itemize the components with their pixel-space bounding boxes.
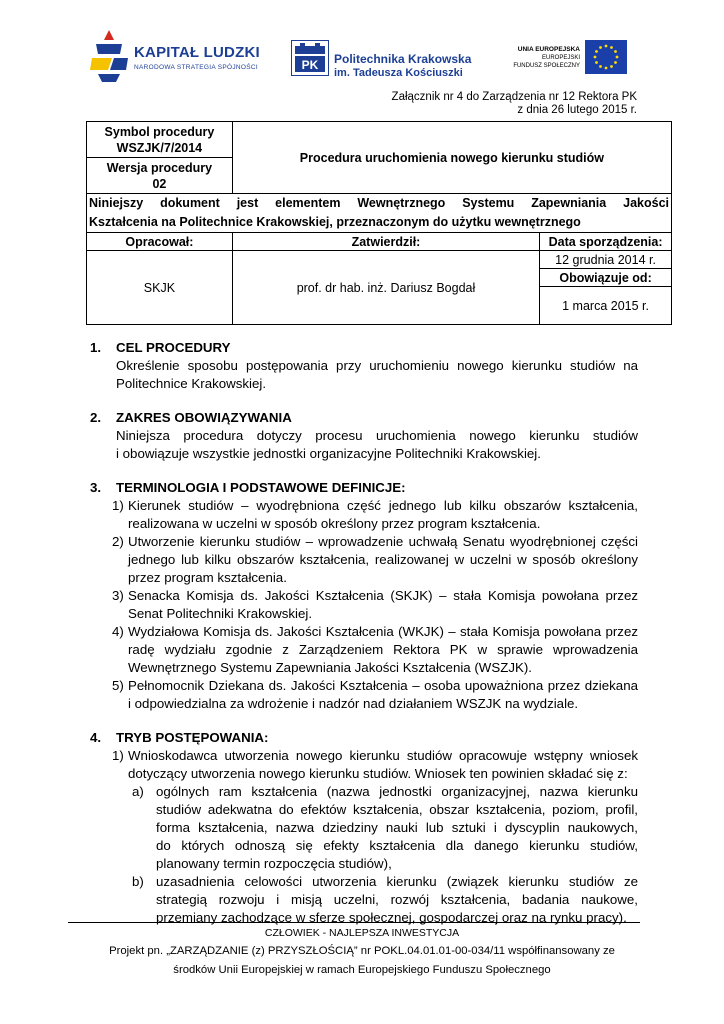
procedure-subitem-line: forma kształcenia, nazwa dziedziny nauki lub sztuki i dyscyplin naukowych,: [156, 820, 638, 835]
document-body: [90, 339, 638, 927]
symbol-cell: [87, 122, 233, 158]
header-approved: Zatwierdził:: [232, 233, 539, 251]
section-3-number: 3.: [90, 480, 102, 495]
section-4-heading: [90, 729, 638, 747]
header-date: Data sporządzenia:: [540, 233, 672, 251]
procedure-step-number: 1): [112, 748, 124, 763]
procedure-subitem-line: planowany termin rozpoczęcia studiów),: [156, 856, 392, 871]
symbol-value: WSZJK/7/2014: [116, 140, 203, 155]
procedure-title: Procedura uruchomienia nowego kierunku studiów: [232, 122, 671, 194]
eu-label-line3: FUNDUSZ SPOŁECZNY: [513, 63, 580, 69]
procedure-subitem-line: do których odnoszą się efekty kształcenia dla danego kierunku studiów,: [156, 838, 638, 853]
section-2-number: 2.: [90, 410, 102, 425]
procedure-subitem-line: ogólnych ram kształcenia (nazwa jednostki organizacyjnej, nazwa kierunku: [156, 784, 638, 799]
annex-line1: Załącznik nr 4 do Zarządzenia nr 12 Rektora PK: [391, 91, 637, 103]
section-2-heading: [90, 409, 638, 427]
symbol-label: Symbol procedury: [104, 124, 215, 139]
section-1-number: 1.: [90, 340, 102, 355]
definition-item: [90, 677, 638, 713]
procedure-subitem-line: studiów adekwatna do efektów kształcenia, obszar kształcenia, poziom, profil,: [156, 802, 638, 817]
pk-name-line2: im. Tadeusza Kościuszki: [334, 67, 463, 79]
effective-label: Obowiązuje od:: [540, 269, 672, 287]
kapital-ludzki-logo-icon: [90, 30, 128, 82]
procedure-step-line: Wnioskodawca utworzenia nowego kierunku studiów opracowuje wstępny wniosek: [128, 748, 638, 763]
version-cell: [87, 158, 233, 194]
definition-number: 3): [112, 588, 124, 603]
footer-project-line2: środków Unii Europejskiej w ramach Europejskiego Funduszu Społecznego: [173, 964, 551, 976]
section-1: [90, 339, 638, 393]
date-value: 12 grudnia 2014 r.: [540, 251, 672, 269]
definition-line: przez program kształcenia.: [128, 570, 287, 585]
section-3-heading: [90, 479, 638, 497]
definition-line: Wewnętrznego Systemu Zapewniania Jakości Kształcenia (WSZJK).: [128, 660, 532, 675]
footer-project-line1: Projekt pn. „ZARZĄDZANIE (z) PRZYSZŁOŚCIĄ” nr POKL.04.01.01-00-034/11 współfinansowany ze: [109, 945, 615, 957]
procedure-subitem: [90, 873, 638, 927]
definition-line: radę wydziału zgodnie z Zarządzeniem Rektora PK w sprawie wprowadzenia: [128, 642, 638, 657]
eu-label: [490, 46, 580, 70]
definition-line: Senacka Komisja ds. Jakości Kształcenia (SKJK) – stała Komisja powołana przez: [128, 588, 638, 603]
definition-number: 2): [112, 534, 124, 549]
effective-value: 1 marca 2015 r.: [540, 287, 672, 325]
procedure-metadata-table: [86, 121, 672, 325]
section-2-line1: Niniejsza procedura dotyczy procesu uruchomienia nowego kierunku studiów: [116, 428, 638, 443]
section-1-line1: Określenie sposobu postępowania przy uruchomieniu nowego kierunku studiów na: [116, 358, 638, 373]
pk-name-line1: Politechnika Krakowska: [334, 52, 472, 66]
definition-number: 1): [112, 498, 124, 513]
header-prepared: Opracował:: [87, 233, 233, 251]
notice-line2: Kształcenia na Politechnice Krakowskiej, przeznaczonym do użytku wewnętrznego: [89, 215, 581, 229]
section-4-number: 4.: [90, 730, 102, 745]
version-value: 02: [152, 176, 167, 191]
annex-reference: [392, 91, 637, 117]
procedure-subitem-letter: a): [132, 784, 144, 799]
prepared-value: SKJK: [87, 251, 233, 325]
definition-line: i odpowiedzialna za wdrożenie i nadzór nad działaniem WSZJK na wydziale.: [128, 696, 579, 711]
pk-emblem-text: PK: [301, 58, 319, 72]
footer-divider: [68, 922, 640, 923]
version-label: Wersja procedury: [106, 160, 213, 175]
section-1-heading: [90, 339, 638, 357]
section-2-body: [90, 427, 638, 463]
definition-item: [90, 533, 638, 587]
definition-line: Wydziałowa Komisja ds. Jakości Kształcenia (WKJK) – stała Komisja powołana przez: [128, 624, 638, 639]
section-2-line2: i obowiązuje wszystkie jednostki organizacyjne Politechniki Krakowskiej.: [116, 446, 541, 461]
procedure-step-line: dotyczący utworzenia nowego kierunku studiów. Wniosek ten powinien składać się z:: [128, 766, 628, 781]
definition-number: 4): [112, 624, 124, 639]
eu-label-line1: UNIA EUROPEJSKA: [517, 46, 580, 53]
section-2: [90, 409, 638, 463]
section-2-title: ZAKRES OBOWIĄZYWANIA: [116, 410, 292, 425]
definition-line: Utworzenie kierunku studiów – wprowadzenie uchwałą Senatu wyodrębnionej części: [128, 534, 638, 549]
annex-line2: z dnia 26 lutego 2015 r.: [517, 104, 637, 116]
section-1-body: [90, 357, 638, 393]
definition-item: [90, 587, 638, 623]
section-3: [90, 479, 638, 713]
notice-line1: Niniejszy dokument jest elementem Wewnętrznego Systemu Zapewniania Jakości: [89, 196, 669, 210]
definition-number: 5): [112, 678, 124, 693]
politechnika-krakowska-logo-icon: [291, 40, 329, 76]
kapital-ludzki-subtitle: NARODOWA STRATEGIA SPÓJNOŚCI: [134, 64, 258, 71]
section-4: [90, 729, 638, 927]
notice-cell: [87, 194, 672, 233]
procedure-subitem-line: przemiany zachodzące w sferze społecznej, gospodarczej oraz na rynku pracy).: [156, 910, 627, 925]
eu-flag-icon: [585, 40, 627, 74]
kapital-ludzki-title: KAPITAŁ LUDZKI: [134, 44, 260, 61]
eu-label-line2: EUROPEJSKI: [541, 55, 580, 61]
section-4-title: TRYB POSTĘPOWANIA:: [116, 730, 269, 745]
definition-line: Pełnomocnik Dziekana ds. Jakości Kształcenia – osoba upoważniona przez dziekana: [128, 678, 638, 693]
definition-line: Kierunek studiów – wyodrębniona część jednego lub kilku obszarów kształcenia,: [128, 498, 638, 513]
procedure-subitem-line: uzasadnienia celowości utworzenia kierunku (związek kierunku studiów ze: [156, 874, 638, 889]
definition-item: [90, 623, 638, 677]
procedure-subitem-letter: b): [132, 874, 144, 889]
definition-line: jednego lub kilku obszarów kształcenia, realizowanej w uczelni w sposób określony: [128, 552, 638, 567]
definition-item: [90, 497, 638, 533]
footer-slogan: CZŁOWIEK - NAJLEPSZA INWESTYCJA: [264, 927, 460, 939]
definition-line: realizowana w uczelni w sposób określony przez program kształcenia.: [128, 516, 541, 531]
definition-line: Senat Politechniki Krakowskiej.: [128, 606, 313, 621]
section-1-title: CEL PROCEDURY: [116, 340, 231, 355]
procedure-subitem: [90, 783, 638, 873]
procedure-subitem-line: strategią rozwoju i misją uczelni, rozwój kształcenia, badania naukowe,: [156, 892, 638, 907]
approved-value: prof. dr hab. inż. Dariusz Bogdał: [232, 251, 539, 325]
section-3-title: TERMINOLOGIA I PODSTAWOWE DEFINICJE:: [116, 480, 406, 495]
procedure-step: [90, 747, 638, 783]
section-1-line2: Politechnice Krakowskiej.: [116, 376, 267, 391]
